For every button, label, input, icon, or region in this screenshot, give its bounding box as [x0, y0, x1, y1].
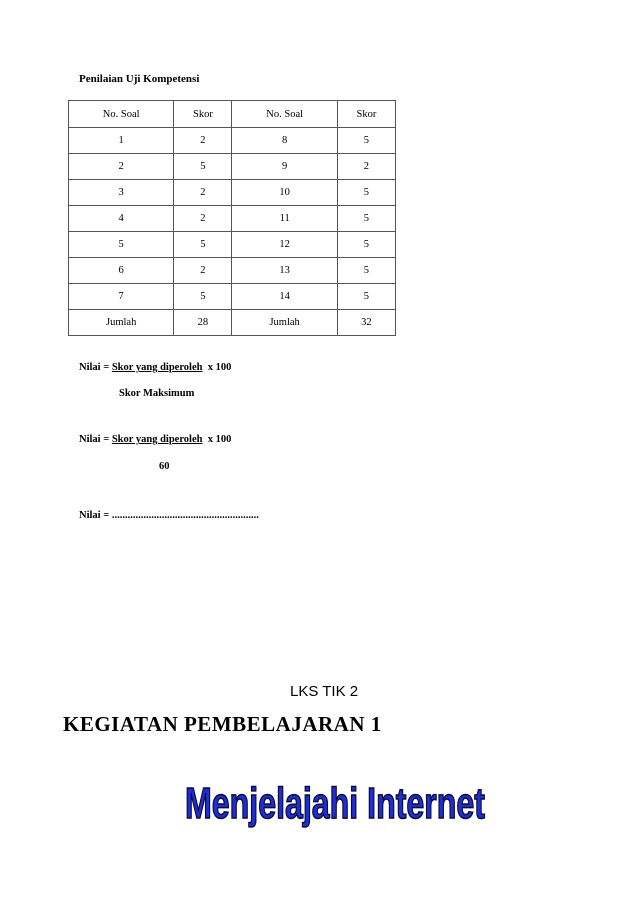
table-cell: 2 [174, 128, 232, 154]
formula-numerator: Skor yang diperoleh [111, 434, 203, 445]
table-cell: 3 [69, 180, 174, 206]
header-skor-2: Skor [337, 101, 395, 128]
wordart-title [180, 762, 490, 832]
table-cell: 5 [337, 258, 395, 284]
table-header-row [69, 101, 396, 128]
table-cell: 7 [69, 284, 174, 310]
table-cell: 5 [69, 232, 174, 258]
table-cell: 2 [337, 154, 395, 180]
table-row [69, 258, 396, 284]
table-cell: 5 [337, 206, 395, 232]
page-title: Penilaian Uji Kompetensi [79, 73, 200, 85]
table-row [69, 206, 396, 232]
table-cell: Jumlah [69, 310, 174, 336]
table-row [69, 154, 396, 180]
formula-line-2 [79, 434, 231, 445]
table-row [69, 128, 396, 154]
table-cell: 13 [232, 258, 337, 284]
table-cell: 14 [232, 284, 337, 310]
table-cell: 5 [174, 232, 232, 258]
wordart-text: Menjelajahi Internet [185, 779, 486, 828]
table-cell: 28 [174, 310, 232, 336]
formula-line-3: Nilai = ........................................................ [79, 510, 259, 521]
table-cell: 5 [174, 284, 232, 310]
table-cell: 5 [174, 154, 232, 180]
table-cell: 2 [174, 258, 232, 284]
section-heading: KEGIATAN PEMBELAJARAN 1 [63, 712, 382, 736]
formula-prefix: Nilai = [79, 434, 112, 445]
table-cell: 5 [337, 128, 395, 154]
formula-prefix: Nilai = [79, 362, 112, 373]
table-cell: 5 [337, 180, 395, 206]
formula-suffix: x 100 [202, 434, 232, 445]
table-cell: 6 [69, 258, 174, 284]
table-cell: 10 [232, 180, 337, 206]
table-cell: 9 [232, 154, 337, 180]
formula-denominator-1: Skor Maksimum [119, 388, 195, 399]
table-cell: 4 [69, 206, 174, 232]
table-cell: 5 [337, 284, 395, 310]
formula-suffix: x 100 [202, 362, 232, 373]
table-cell: 5 [337, 232, 395, 258]
header-no-soal-2: No. Soal [232, 101, 337, 128]
table-row [69, 284, 396, 310]
table-cell: 2 [69, 154, 174, 180]
formula-line-1 [79, 362, 231, 373]
table-cell: 8 [232, 128, 337, 154]
score-table [68, 100, 396, 336]
table-cell: 12 [232, 232, 337, 258]
table-cell: 11 [232, 206, 337, 232]
table-cell: 2 [174, 180, 232, 206]
table-cell: 1 [69, 128, 174, 154]
table-cell: 2 [174, 206, 232, 232]
lks-label: LKS TIK 2 [290, 683, 359, 700]
table-cell: Jumlah [232, 310, 337, 336]
header-skor-1: Skor [174, 101, 232, 128]
table-total-row [69, 310, 396, 336]
formula-numerator: Skor yang diperoleh [111, 362, 203, 373]
formula-denominator-2: 60 [159, 461, 170, 472]
table-row [69, 232, 396, 258]
table-cell: 32 [337, 310, 395, 336]
table-row [69, 180, 396, 206]
header-no-soal-1: No. Soal [69, 101, 174, 128]
